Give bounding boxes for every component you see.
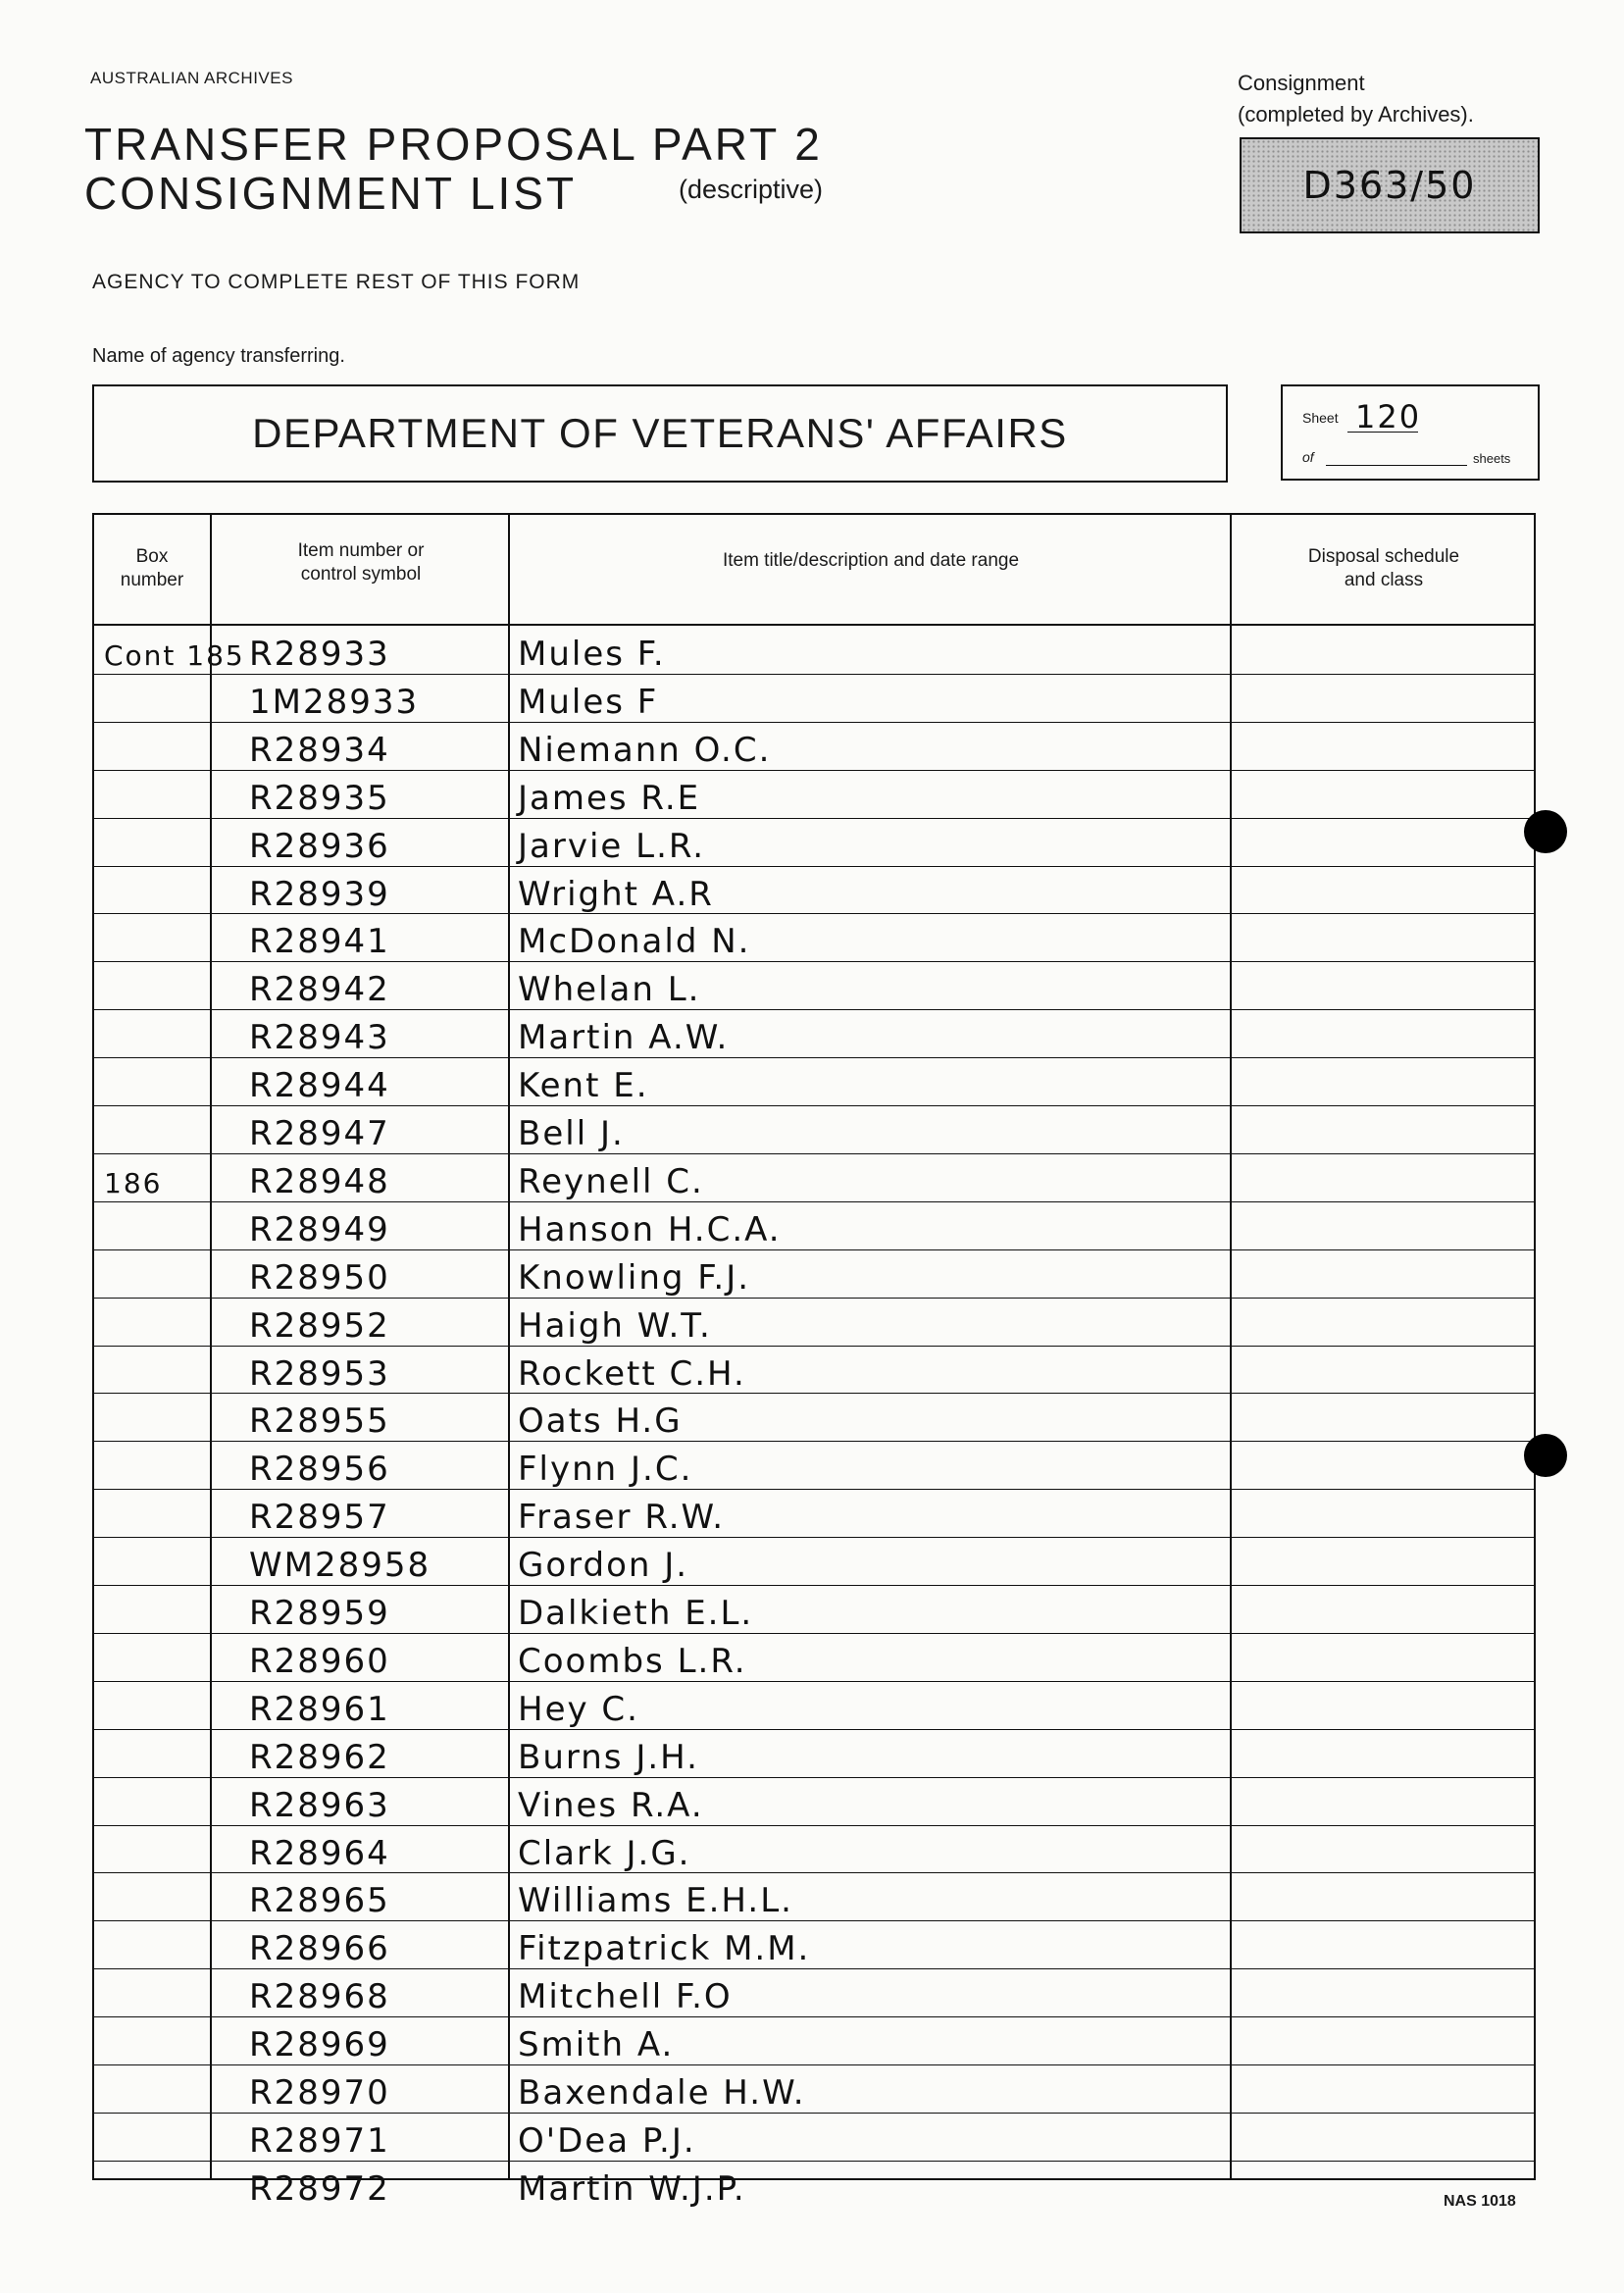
- item-number-cell: R28933: [249, 635, 390, 674]
- item-title-cell: Gordon J.: [518, 1546, 689, 1586]
- form-title-line1: TRANSFER PROPOSAL PART 2: [84, 119, 823, 170]
- item-number-cell: 1M28933: [249, 682, 420, 722]
- item-title-cell: O'Dea P.J.: [518, 2120, 696, 2161]
- table-row: [92, 1393, 1536, 1441]
- item-number-cell: R28964: [249, 1833, 390, 1873]
- table-row: [92, 1009, 1536, 1057]
- item-title-cell: Baxendale H.W.: [518, 2073, 806, 2113]
- item-title-cell: Reynell C.: [518, 1161, 704, 1201]
- table-row: [92, 1346, 1536, 1394]
- item-title-cell: Rockett C.H.: [518, 1353, 746, 1394]
- form-code: NAS 1018: [1444, 2193, 1516, 2210]
- header-item-line2: control symbol: [300, 564, 422, 585]
- sheet-box: [1281, 384, 1540, 481]
- table-row: [92, 1441, 1536, 1489]
- item-title-cell: Vines R.A.: [518, 1785, 704, 1825]
- item-number-cell: R28953: [249, 1353, 390, 1394]
- item-number-cell: R28947: [249, 1114, 390, 1153]
- form-title-line2: CONSIGNMENT LIST: [84, 168, 578, 219]
- item-title-cell: Martin W.J.P.: [518, 2168, 746, 2209]
- item-title-cell: Mules F: [518, 682, 659, 722]
- item-title-cell: Niemann O.C.: [518, 730, 772, 770]
- item-title-cell: Whelan L.: [518, 970, 701, 1010]
- table-row: [92, 1537, 1536, 1585]
- header-item-line1: Item number or: [297, 540, 425, 561]
- item-number-cell: R28963: [249, 1785, 390, 1825]
- table-row: [92, 1201, 1536, 1249]
- sheet-label: Sheet: [1302, 410, 1339, 426]
- table-row: [92, 2161, 1536, 2209]
- item-title-cell: Hanson H.C.A.: [518, 1209, 782, 1249]
- table-row: [92, 1920, 1536, 1968]
- item-number-cell: R28955: [249, 1401, 390, 1442]
- item-number-cell: R28968: [249, 1977, 390, 2017]
- item-number-cell: R28941: [249, 922, 390, 962]
- item-title-cell: Dalkieth E.L.: [518, 1594, 754, 1633]
- item-number-cell: R28948: [249, 1161, 390, 1201]
- item-number-cell: R28961: [249, 1689, 390, 1729]
- table-row: [92, 1153, 1536, 1201]
- item-title-cell: Williams E.H.L.: [518, 1881, 793, 1921]
- consignment-value: D363/50: [1302, 164, 1477, 207]
- item-title-cell: Flynn J.C.: [518, 1450, 693, 1490]
- of-label: of: [1302, 449, 1314, 465]
- punch-hole: [1524, 810, 1567, 853]
- item-number-cell: R28970: [249, 2073, 390, 2113]
- table-row: [92, 1105, 1536, 1153]
- item-number-cell: R28960: [249, 1641, 390, 1681]
- item-title-cell: Hey C.: [518, 1689, 639, 1729]
- item-title-cell: Fitzpatrick M.M.: [518, 1929, 811, 1969]
- header-disposal-line1: Disposal schedule: [1307, 546, 1460, 567]
- item-number-cell: R28972: [249, 2168, 390, 2209]
- agency-label: Name of agency transferring.: [92, 345, 345, 367]
- item-title-cell: Knowling F.J.: [518, 1257, 751, 1298]
- item-title-cell: Kent E.: [518, 1066, 649, 1106]
- table-row: [92, 722, 1536, 770]
- item-title-cell: Haigh W.T.: [518, 1305, 712, 1346]
- of-underline: [1326, 465, 1467, 466]
- table-row: [92, 1825, 1536, 1873]
- header-box-number: [94, 545, 210, 592]
- item-title-cell: Martin A.W.: [518, 1018, 730, 1058]
- item-number-cell: WM28958: [249, 1546, 431, 1586]
- agency-box: [92, 384, 1228, 483]
- table-row: [92, 866, 1536, 914]
- sheet-value: 120: [1355, 398, 1422, 435]
- item-number-cell: R28934: [249, 730, 390, 770]
- item-number-cell: R28969: [249, 2025, 390, 2065]
- table-row: [92, 2016, 1536, 2064]
- sheets-label: sheets: [1473, 451, 1511, 466]
- consignment-box: [1240, 137, 1540, 233]
- item-number-cell: R28959: [249, 1594, 390, 1633]
- punch-hole: [1524, 1434, 1567, 1477]
- table-row: [92, 913, 1536, 961]
- item-title-cell: Burns J.H.: [518, 1737, 699, 1777]
- form-title-suffix: (descriptive): [679, 175, 824, 204]
- item-number-cell: R28944: [249, 1066, 390, 1106]
- table-row: [92, 1298, 1536, 1346]
- item-title-cell: Jarvie L.R.: [518, 826, 706, 866]
- consignment-label-line2: (completed by Archives).: [1238, 102, 1474, 127]
- table-row: [92, 1968, 1536, 2016]
- item-number-cell: R28950: [249, 1257, 390, 1298]
- item-number-cell: R28971: [249, 2120, 390, 2161]
- item-number-cell: R28939: [249, 874, 390, 914]
- item-title-cell: Clark J.G.: [518, 1833, 691, 1873]
- item-number-cell: R28949: [249, 1209, 390, 1249]
- table-row: [92, 1489, 1536, 1537]
- header-item-title: Item title/description and date range: [722, 550, 1020, 571]
- item-number-cell: R28936: [249, 826, 390, 866]
- item-number-cell: R28962: [249, 1737, 390, 1777]
- table-row: [92, 1057, 1536, 1105]
- table-row: [92, 1585, 1536, 1633]
- table-row: [92, 1729, 1536, 1777]
- table-row: [92, 1249, 1536, 1298]
- item-title-cell: James R.E: [518, 778, 701, 818]
- table-row: [92, 626, 1536, 674]
- item-number-cell: R28965: [249, 1881, 390, 1921]
- item-number-cell: R28966: [249, 1929, 390, 1969]
- table-row: [92, 961, 1536, 1009]
- table-row: [92, 1777, 1536, 1825]
- item-number-cell: R28935: [249, 778, 390, 818]
- table-row: [92, 1681, 1536, 1729]
- table-row: [92, 1633, 1536, 1681]
- item-number-cell: R28943: [249, 1018, 390, 1058]
- item-title-cell: Smith A.: [518, 2025, 675, 2065]
- box-number-cell: Cont 185: [104, 639, 245, 672]
- item-number-cell: R28942: [249, 970, 390, 1010]
- header-item-number: [214, 539, 508, 586]
- table-row: [92, 770, 1536, 818]
- table-row: [92, 674, 1536, 722]
- table-row: [92, 2113, 1536, 2161]
- header-box-line1: Box: [135, 546, 169, 567]
- item-title-cell: Coombs L.R.: [518, 1641, 747, 1681]
- item-title-cell: Mitchell F.O: [518, 1977, 733, 2017]
- agency-name: DEPARTMENT OF VETERANS' AFFAIRS: [252, 410, 1068, 456]
- item-title-cell: Mules F.: [518, 635, 666, 674]
- item-title-cell: Oats H.G: [518, 1401, 683, 1442]
- archive-name: AUSTRALIAN ARCHIVES: [90, 69, 293, 87]
- consignment-label-line1: Consignment: [1238, 71, 1365, 95]
- item-number-cell: R28956: [249, 1450, 390, 1490]
- item-title-cell: Wright A.R: [518, 874, 714, 914]
- table-row: [92, 1872, 1536, 1920]
- item-title-cell: Fraser R.W.: [518, 1498, 726, 1538]
- table-row: [92, 818, 1536, 866]
- header-disposal-schedule: [1234, 545, 1534, 592]
- box-number-cell: 186: [104, 1166, 163, 1199]
- header-disposal-line2: and class: [1344, 570, 1424, 590]
- table-row: [92, 2064, 1536, 2113]
- item-number-cell: R28957: [249, 1498, 390, 1538]
- item-title-cell: Bell J.: [518, 1114, 625, 1153]
- instruction-text: AGENCY TO COMPLETE REST OF THIS FORM: [92, 271, 581, 293]
- item-number-cell: R28952: [249, 1305, 390, 1346]
- header-box-line2: number: [120, 570, 184, 590]
- item-title-cell: McDonald N.: [518, 922, 751, 962]
